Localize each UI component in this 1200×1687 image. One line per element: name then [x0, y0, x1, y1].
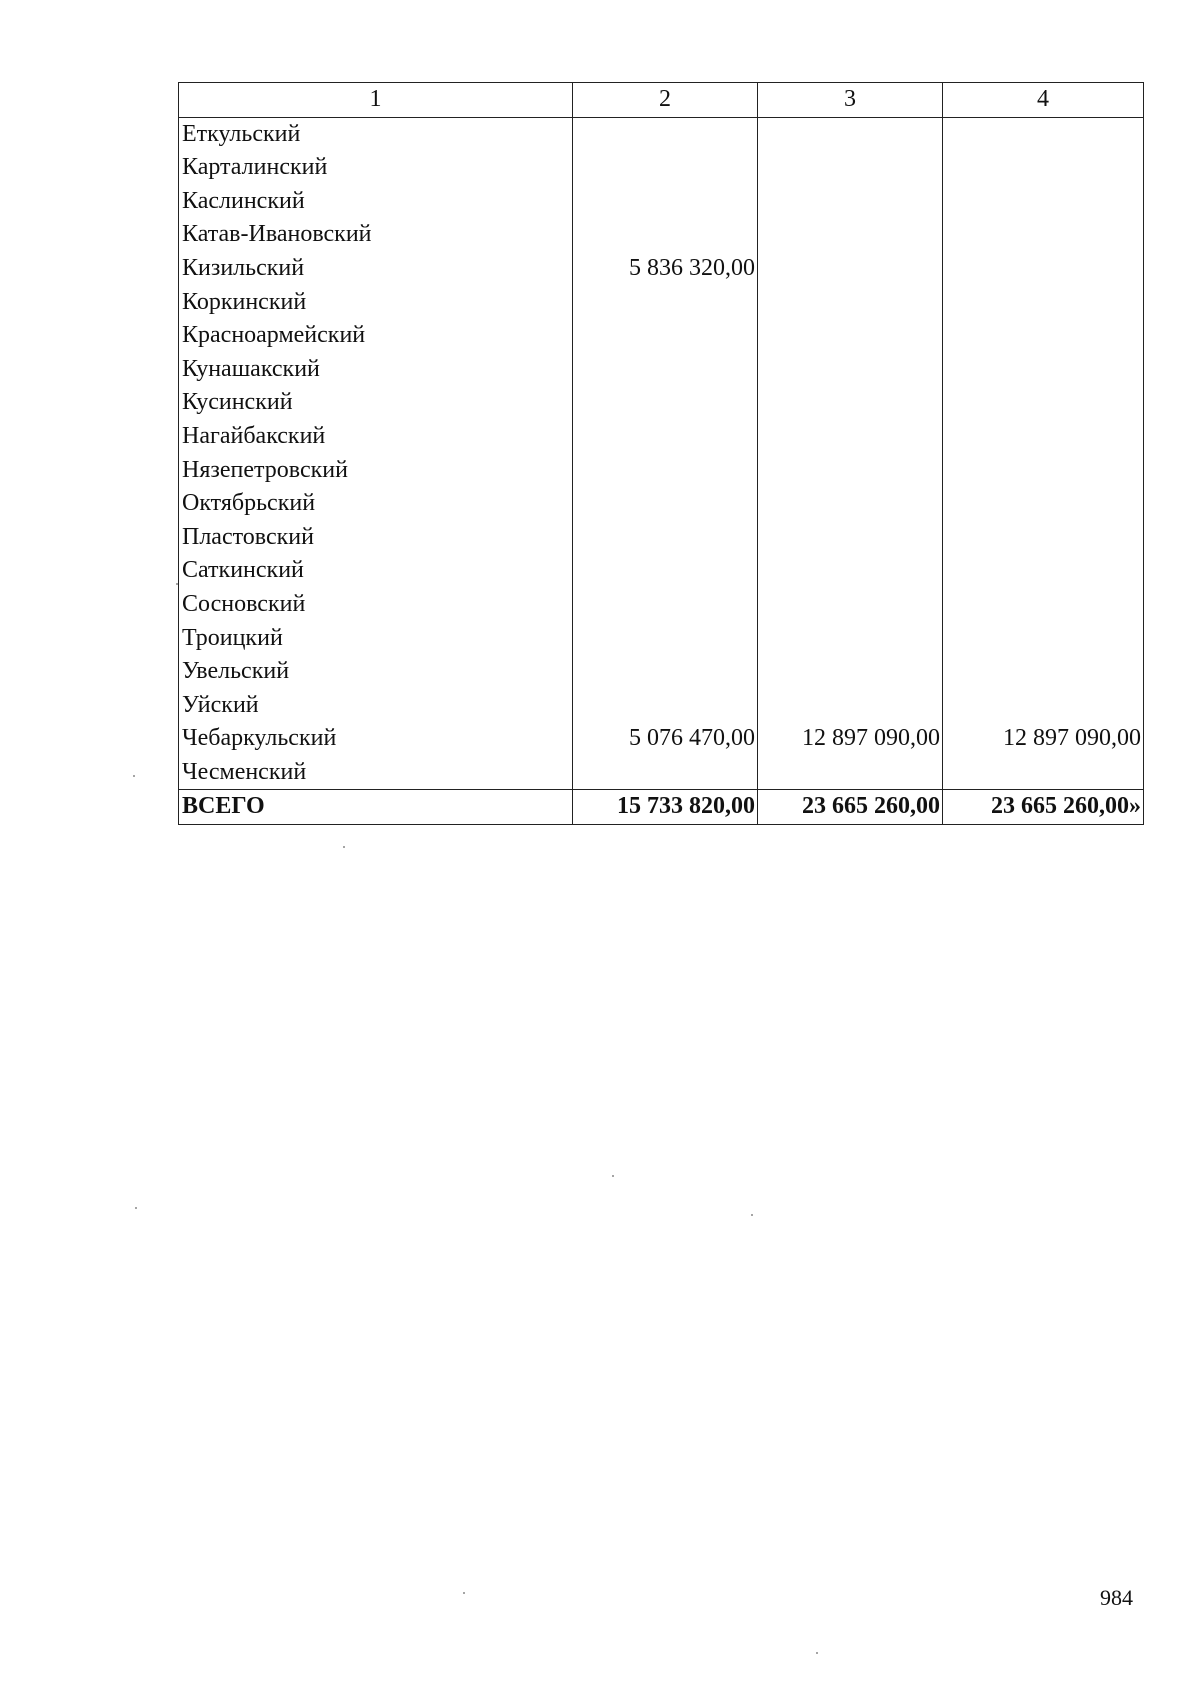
district-name: Чебаркульский: [179, 722, 573, 756]
scan-speck: [612, 1175, 614, 1177]
value-col3: [758, 521, 943, 555]
table-header-row: [179, 83, 1144, 118]
table-row: [179, 722, 1144, 756]
value-col2: [573, 454, 758, 488]
value-col4: [943, 454, 1144, 488]
column-header-2: 2: [573, 83, 758, 118]
value-col4: 12 897 090,00: [943, 722, 1144, 756]
value-col3: [758, 218, 943, 252]
value-col2: [573, 319, 758, 353]
district-name: Кусинский: [179, 386, 573, 420]
value-col4: [943, 151, 1144, 185]
district-name: Троицкий: [179, 622, 573, 656]
value-col3: [758, 185, 943, 219]
scan-speck: [133, 775, 135, 777]
table-row: [179, 756, 1144, 790]
value-col3: [758, 454, 943, 488]
value-col3: [758, 319, 943, 353]
value-col2: [573, 622, 758, 656]
value-col3: 12 897 090,00: [758, 722, 943, 756]
table-row: [179, 588, 1144, 622]
district-name: Кизильский: [179, 252, 573, 286]
value-col4: [943, 117, 1144, 151]
district-name: Нязепетровский: [179, 454, 573, 488]
table-body: [179, 117, 1144, 790]
table-row: [179, 655, 1144, 689]
table-row: [179, 420, 1144, 454]
district-name: Уйский: [179, 689, 573, 723]
value-col4: [943, 252, 1144, 286]
district-name: Октябрьский: [179, 487, 573, 521]
district-name: Каслинский: [179, 185, 573, 219]
district-name: Коркинский: [179, 286, 573, 320]
value-col2: [573, 286, 758, 320]
table-row: [179, 554, 1144, 588]
value-col3: [758, 252, 943, 286]
table-row: [179, 151, 1144, 185]
value-col2: [573, 756, 758, 790]
value-col2: [573, 689, 758, 723]
district-name: Чесменский: [179, 756, 573, 790]
district-name: Саткинский: [179, 554, 573, 588]
table-row: [179, 386, 1144, 420]
value-col3: [758, 386, 943, 420]
scan-speck: [176, 583, 178, 585]
table-row: [179, 689, 1144, 723]
value-col3: [758, 622, 943, 656]
value-col4: [943, 521, 1144, 555]
page-number: 984: [1100, 1585, 1133, 1610]
scan-speck: [751, 1214, 753, 1216]
table-row: [179, 521, 1144, 555]
value-col2: [573, 185, 758, 219]
table-row: [179, 454, 1144, 488]
value-col4: [943, 286, 1144, 320]
total-value-col2: 15 733 820,00: [573, 790, 758, 825]
table-row: [179, 622, 1144, 656]
district-name: Красноармейский: [179, 319, 573, 353]
scan-speck: [816, 1652, 818, 1654]
table-row: [179, 319, 1144, 353]
value-col2: [573, 353, 758, 387]
value-col4: [943, 756, 1144, 790]
value-col3: [758, 420, 943, 454]
value-col3: [758, 689, 943, 723]
total-row: [179, 790, 1144, 825]
district-name: Увельский: [179, 655, 573, 689]
district-name: Нагайбакский: [179, 420, 573, 454]
value-col4: [943, 218, 1144, 252]
district-name: Кунашакский: [179, 353, 573, 387]
total-value-col4: 23 665 260,00»: [943, 790, 1144, 825]
value-col4: [943, 554, 1144, 588]
value-col2: 5 076 470,00: [573, 722, 758, 756]
value-col4: [943, 487, 1144, 521]
value-col4: [943, 655, 1144, 689]
district-name: Карталинский: [179, 151, 573, 185]
value-col4: [943, 353, 1144, 387]
table-row: [179, 487, 1144, 521]
value-col4: [943, 622, 1144, 656]
table-row: [179, 185, 1144, 219]
value-col3: [758, 655, 943, 689]
total-value-col3: 23 665 260,00: [758, 790, 943, 825]
value-col2: [573, 554, 758, 588]
table-row: [179, 218, 1144, 252]
value-col2: [573, 420, 758, 454]
value-col3: [758, 756, 943, 790]
value-col4: [943, 689, 1144, 723]
value-col3: [758, 353, 943, 387]
district-name: Катав-Ивановский: [179, 218, 573, 252]
total-label: ВСЕГО: [179, 790, 573, 825]
value-col4: [943, 185, 1144, 219]
value-col4: [943, 588, 1144, 622]
table-row: [179, 117, 1144, 151]
value-col4: [943, 420, 1144, 454]
value-col2: [573, 151, 758, 185]
value-col2: [573, 655, 758, 689]
value-col3: [758, 117, 943, 151]
value-col2: 5 836 320,00: [573, 252, 758, 286]
scan-speck: [135, 1207, 137, 1209]
table-row: [179, 353, 1144, 387]
scan-speck: [463, 1592, 465, 1594]
value-col4: [943, 319, 1144, 353]
column-header-4: 4: [943, 83, 1144, 118]
value-col3: [758, 554, 943, 588]
value-col2: [573, 521, 758, 555]
district-name: Сосновский: [179, 588, 573, 622]
value-col3: [758, 487, 943, 521]
budget-table: [178, 82, 1144, 825]
table-row: [179, 252, 1144, 286]
value-col3: [758, 286, 943, 320]
value-col3: [758, 588, 943, 622]
scan-speck: [343, 846, 345, 848]
value-col2: [573, 588, 758, 622]
value-col4: [943, 386, 1144, 420]
column-header-1: 1: [179, 83, 573, 118]
value-col2: [573, 487, 758, 521]
column-header-3: 3: [758, 83, 943, 118]
value-col2: [573, 117, 758, 151]
value-col2: [573, 218, 758, 252]
value-col2: [573, 386, 758, 420]
district-name: Еткульский: [179, 117, 573, 151]
table-row: [179, 286, 1144, 320]
value-col3: [758, 151, 943, 185]
district-name: Пластовский: [179, 521, 573, 555]
